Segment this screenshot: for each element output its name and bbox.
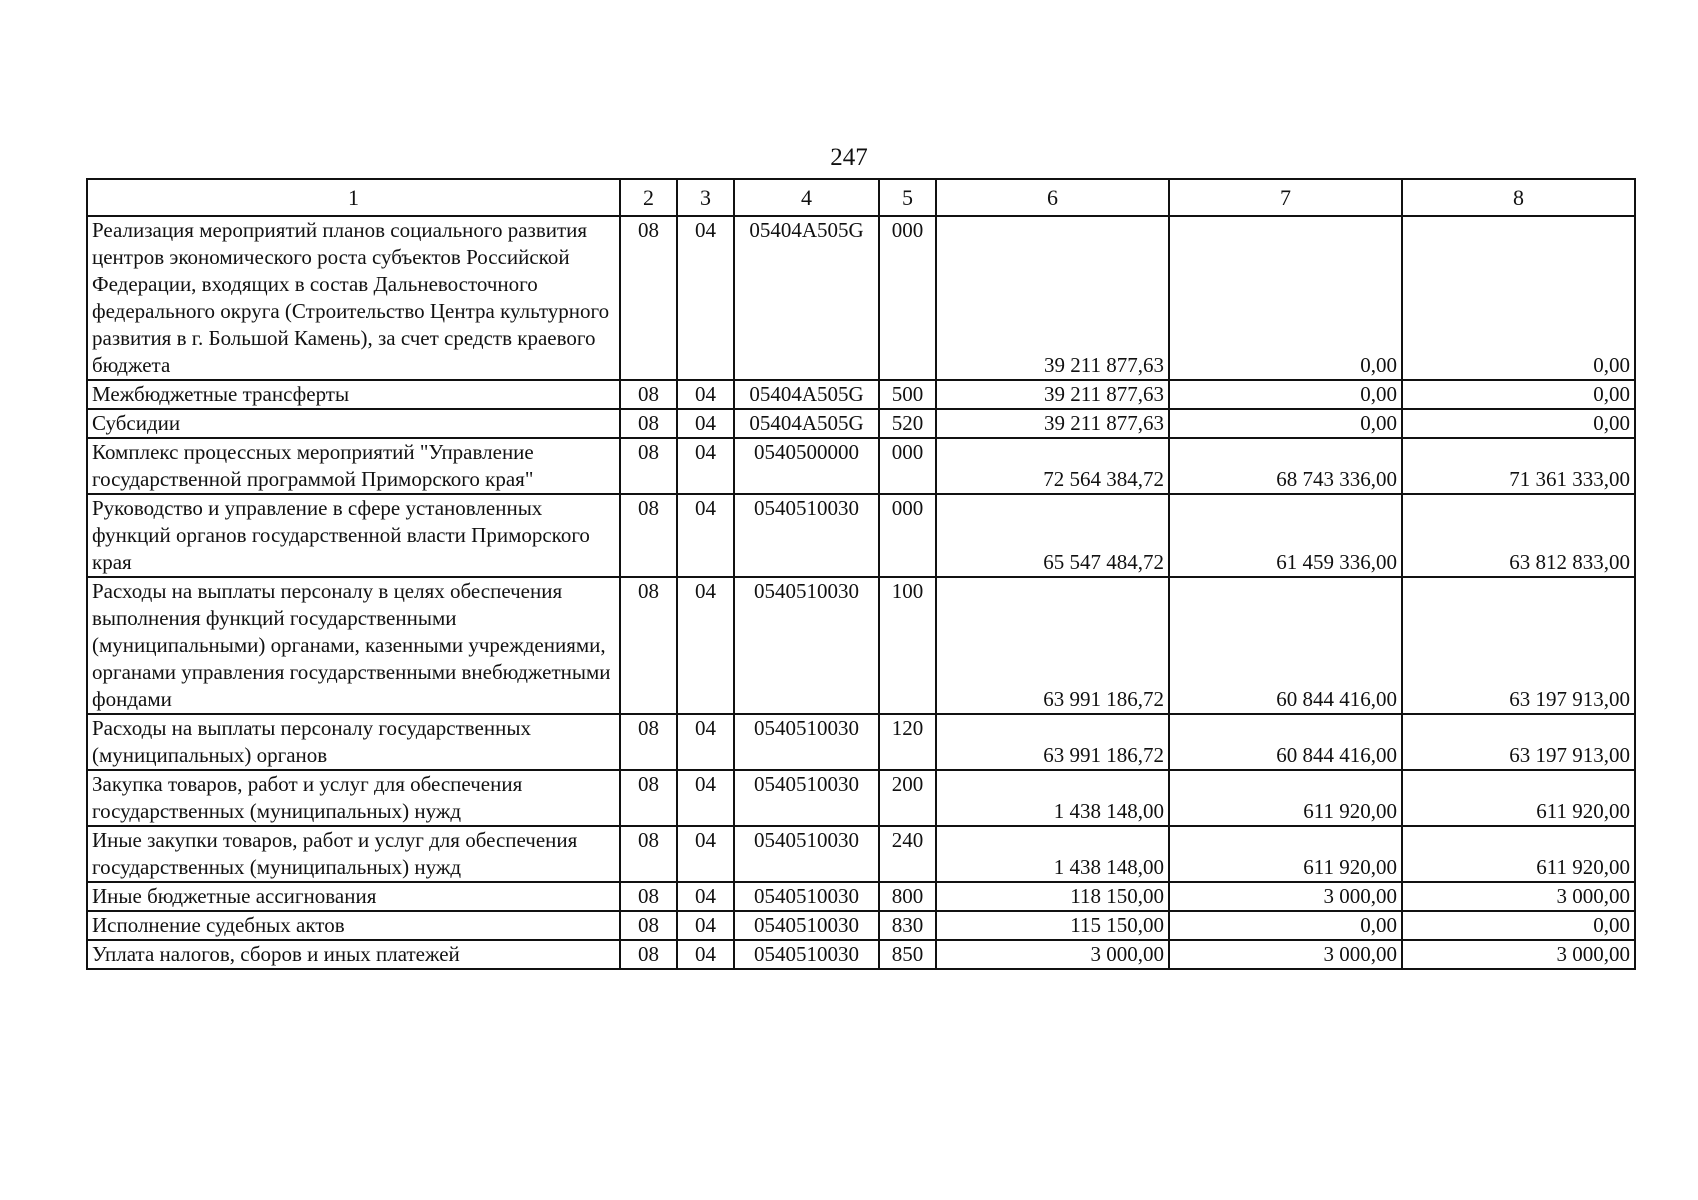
expense-type-code: 500 [879,380,936,409]
row-name: Уплата налогов, сборов и иных платежей [87,940,620,969]
expense-type-code: 830 [879,911,936,940]
row-name: Межбюджетные трансферты [87,380,620,409]
table-row [87,882,1635,911]
table-row [87,714,1635,770]
amount-col-8: 0,00 [1402,380,1635,409]
amount-col-6: 115 150,00 [936,911,1169,940]
subsection-code: 04 [677,714,734,770]
table-row [87,826,1635,882]
amount-col-8: 611 920,00 [1402,770,1635,826]
expense-type-code: 200 [879,770,936,826]
amount-col-7: 61 459 336,00 [1169,494,1402,577]
target-article-code: 05404A505G [734,409,879,438]
amount-col-6: 3 000,00 [936,940,1169,969]
expense-type-code: 240 [879,826,936,882]
header-row [87,179,1635,216]
expense-type-code: 100 [879,577,936,714]
row-name: Расходы на выплаты персоналу в целях обеспечения выполнения функций государственными (муниципальными) органами, казенными учреждениями, органами управления государственными внебюджетными фондами [87,577,620,714]
subsection-code: 04 [677,494,734,577]
target-article-code: 0540510030 [734,911,879,940]
subsection-code: 04 [677,882,734,911]
subsection-code: 04 [677,911,734,940]
page-number: 247 [830,144,868,171]
amount-col-6: 1 438 148,00 [936,770,1169,826]
subsection-code: 04 [677,438,734,494]
expense-type-code: 120 [879,714,936,770]
target-article-code: 0540510030 [734,826,879,882]
header-col-3: 3 [677,179,734,216]
amount-col-6: 65 547 484,72 [936,494,1169,577]
amount-col-8: 3 000,00 [1402,882,1635,911]
amount-col-8: 3 000,00 [1402,940,1635,969]
subsection-code: 04 [677,577,734,714]
header-col-5: 5 [879,179,936,216]
amount-col-7: 0,00 [1169,216,1402,380]
amount-col-8: 71 361 333,00 [1402,438,1635,494]
amount-col-7: 611 920,00 [1169,826,1402,882]
table-row [87,380,1635,409]
expense-type-code: 800 [879,882,936,911]
section-code: 08 [620,882,677,911]
section-code: 08 [620,438,677,494]
header-col-7: 7 [1169,179,1402,216]
amount-col-8: 63 197 913,00 [1402,714,1635,770]
amount-col-6: 39 211 877,63 [936,380,1169,409]
table-row [87,911,1635,940]
expense-type-code: 850 [879,940,936,969]
amount-col-6: 72 564 384,72 [936,438,1169,494]
table-row [87,409,1635,438]
amount-col-7: 60 844 416,00 [1169,714,1402,770]
row-name: Субсидии [87,409,620,438]
subsection-code: 04 [677,409,734,438]
amount-col-8: 611 920,00 [1402,826,1635,882]
amount-col-7: 0,00 [1169,380,1402,409]
target-article-code: 0540500000 [734,438,879,494]
section-code: 08 [620,409,677,438]
target-article-code: 05404A505G [734,216,879,380]
row-name: Иные бюджетные ассигнования [87,882,620,911]
section-code: 08 [620,826,677,882]
section-code: 08 [620,911,677,940]
target-article-code: 05404A505G [734,380,879,409]
row-name: Реализация мероприятий планов социального развития центров экономического роста субъектов Российской Федерации, входящих в состав Дальневосточного федерального округа (Строительство Центра культурного развития в г. Большой Камень), за счет средств краевого бюджета [87,216,620,380]
row-name: Руководство и управление в сфере установленных функций органов государственной власти Приморского края [87,494,620,577]
target-article-code: 0540510030 [734,577,879,714]
amount-col-7: 0,00 [1169,911,1402,940]
subsection-code: 04 [677,826,734,882]
row-name: Расходы на выплаты персоналу государственных (муниципальных) органов [87,714,620,770]
amount-col-6: 39 211 877,63 [936,216,1169,380]
section-code: 08 [620,494,677,577]
amount-col-7: 0,00 [1169,409,1402,438]
target-article-code: 0540510030 [734,494,879,577]
amount-col-8: 0,00 [1402,911,1635,940]
target-article-code: 0540510030 [734,940,879,969]
amount-col-8: 63 812 833,00 [1402,494,1635,577]
target-article-code: 0540510030 [734,770,879,826]
header-col-1: 1 [87,179,620,216]
subsection-code: 04 [677,380,734,409]
table-row [87,940,1635,969]
row-name: Исполнение судебных актов [87,911,620,940]
amount-col-7: 68 743 336,00 [1169,438,1402,494]
amount-col-7: 60 844 416,00 [1169,577,1402,714]
row-name: Комплекс процессных мероприятий "Управление государственной программой Приморского края" [87,438,620,494]
table-row [87,770,1635,826]
table-row [87,577,1635,714]
expense-type-code: 520 [879,409,936,438]
subsection-code: 04 [677,216,734,380]
row-name: Закупка товаров, работ и услуг для обеспечения государственных (муниципальных) нужд [87,770,620,826]
subsection-code: 04 [677,940,734,969]
header-col-2: 2 [620,179,677,216]
section-code: 08 [620,770,677,826]
table-row [87,494,1635,577]
header-col-6: 6 [936,179,1169,216]
amount-col-8: 0,00 [1402,409,1635,438]
section-code: 08 [620,380,677,409]
expense-type-code: 000 [879,494,936,577]
expense-type-code: 000 [879,216,936,380]
amount-col-7: 3 000,00 [1169,882,1402,911]
target-article-code: 0540510030 [734,882,879,911]
header-col-8: 8 [1402,179,1635,216]
section-code: 08 [620,940,677,969]
header-col-4: 4 [734,179,879,216]
subsection-code: 04 [677,770,734,826]
amount-col-6: 1 438 148,00 [936,826,1169,882]
table-row [87,438,1635,494]
target-article-code: 0540510030 [734,714,879,770]
section-code: 08 [620,577,677,714]
amount-col-6: 63 991 186,72 [936,577,1169,714]
budget-table [86,178,1636,970]
amount-col-8: 0,00 [1402,216,1635,380]
amount-col-8: 63 197 913,00 [1402,577,1635,714]
amount-col-7: 3 000,00 [1169,940,1402,969]
table-row [87,216,1635,380]
expense-type-code: 000 [879,438,936,494]
amount-col-7: 611 920,00 [1169,770,1402,826]
amount-col-6: 63 991 186,72 [936,714,1169,770]
amount-col-6: 118 150,00 [936,882,1169,911]
amount-col-6: 39 211 877,63 [936,409,1169,438]
row-name: Иные закупки товаров, работ и услуг для обеспечения государственных (муниципальных) нужд [87,826,620,882]
section-code: 08 [620,714,677,770]
section-code: 08 [620,216,677,380]
